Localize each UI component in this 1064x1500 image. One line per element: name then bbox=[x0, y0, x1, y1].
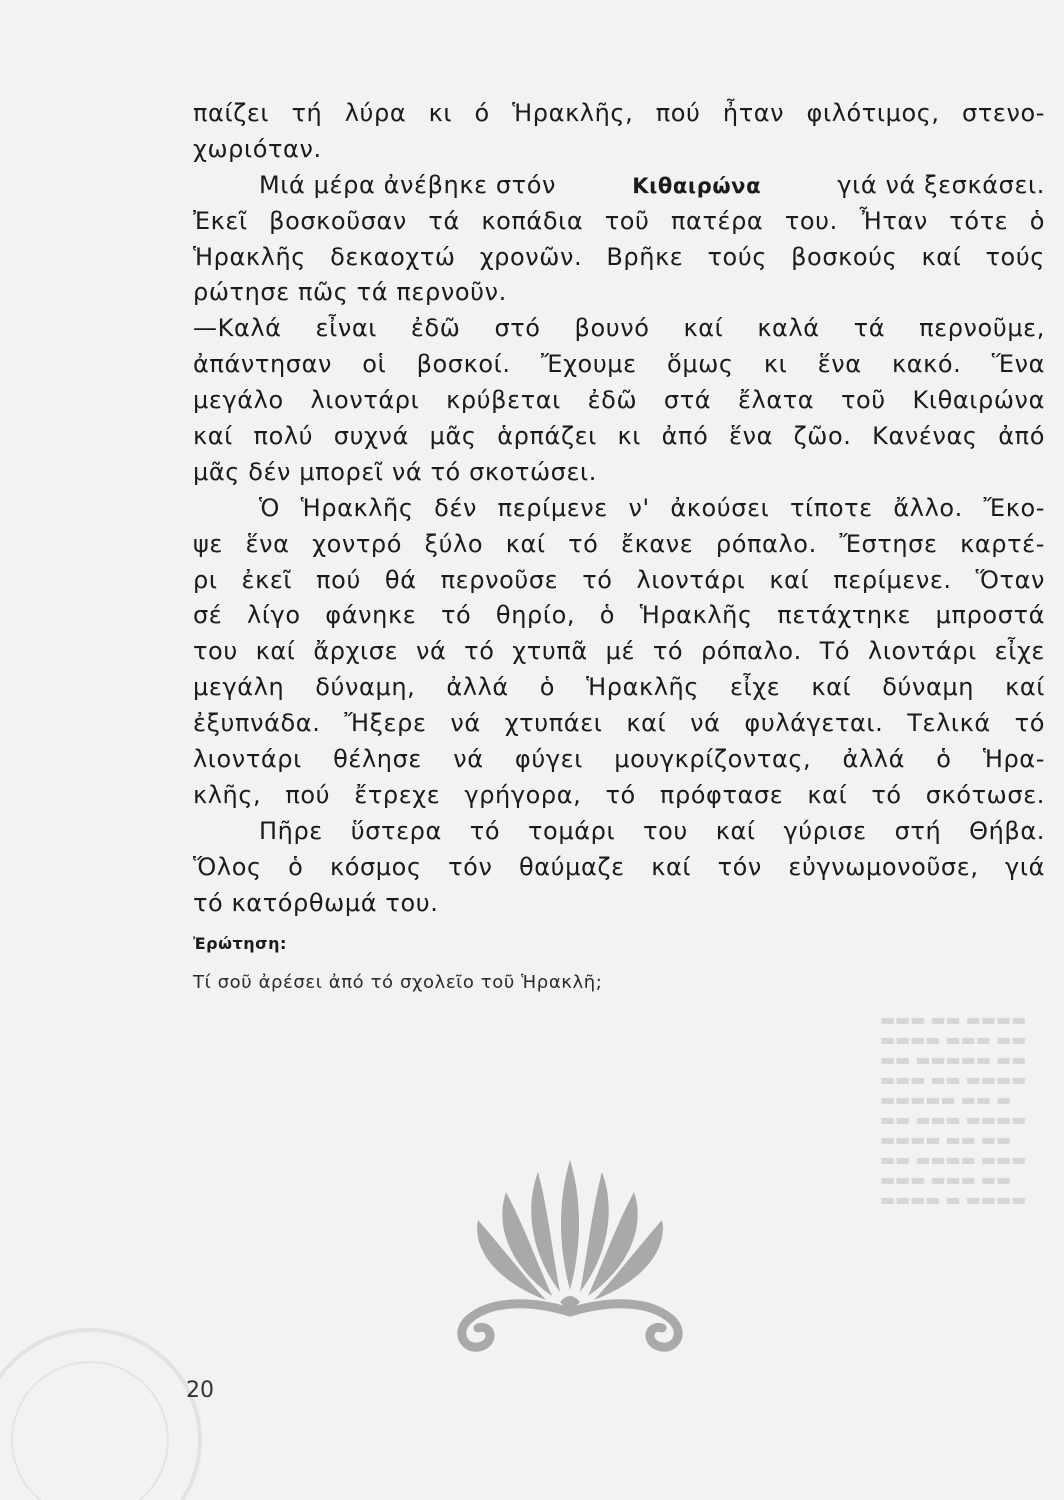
text-line: ρι ἐκεῖ πού θά περνοῦσε τό λιοντάρι καί περίμενε. Ὅταν bbox=[193, 565, 1045, 594]
main-text bbox=[193, 96, 1045, 921]
text-line: του καί ἄρχισε νά τό χτυπᾶ μέ τό ρόπαλο. Τό λιοντάρι εἶχε bbox=[193, 637, 1045, 666]
text-line: ἀπάντησαν οἱ βοσκοί. Ἔχουμε ὅμως κι ἕνα κακό. Ἕνα bbox=[193, 350, 1045, 379]
question-heading: Ἐρώτηση: bbox=[193, 934, 287, 953]
bold-place-name: Κιθαιρώνα bbox=[632, 173, 762, 198]
text-line: ψε ἕνα χοντρό ξύλο καί τό ἔκανε ρόπαλο. Ἔστησε καρτέ- bbox=[193, 529, 1045, 558]
text-line: —Καλά εἶναι ἐδῶ στό βουνό καί καλά τά περνοῦμε, bbox=[193, 314, 1045, 343]
text-line: Ὅλος ὁ κόσμος τόν θαύμαζε καί τόν εὐγνωμονοῦσε, γιά bbox=[193, 852, 1045, 881]
bleed-through-text: ▬▬▬ ▬▬ ▬▬▬▬ ▬▬▬▬ ▬▬▬ ▬▬ ▬▬ ▬▬▬▬▬ ▬▬ ▬▬▬ ▬▬ ▬▬▬▬ ▬▬▬▬▬ ▬▬ ▬ ▬▬ ▬▬▬ ▬▬▬▬ ▬▬▬▬ ▬▬ ▬▬ ▬▬ ▬▬▬▬ ▬▬▬ ▬▬▬ ▬▬▬ ▬▬ ▬▬▬▬ ▬ ▬▬▬▬ bbox=[880, 1010, 1027, 1209]
text-segment: γιά νά ξεσκάσει. bbox=[837, 170, 1045, 199]
text-line: κλῆς, πού ἔτρεχε γρήγορα, τό πρόφτασε καί τό σκότωσε. bbox=[193, 780, 1045, 809]
text-line: χωριόταν. bbox=[193, 134, 322, 163]
library-stamp-icon bbox=[0, 1310, 220, 1500]
text-line: Ἐκεῖ βοσκοῦσαν τά κοπάδια τοῦ πατέρα του. Ἦταν τότε ὁ bbox=[193, 206, 1045, 235]
text-line: τό κατόρθωμά του. bbox=[193, 888, 439, 917]
text-line: μᾶς δέν μπορεῖ νά τό σκοτώσει. bbox=[193, 457, 597, 486]
text-line: μεγάλη δύναμη, ἀλλά ὁ Ἡρακλῆς εἶχε καί δύναμη καί bbox=[193, 673, 1045, 702]
text-segment: Μιά μέρα ἀνέβηκε στόν bbox=[259, 170, 557, 199]
text-line-with-bold bbox=[193, 168, 1045, 204]
text-line: λιοντάρι θέλησε νά φύγει μουγκρίζοντας, ἀλλά ὁ Ἡρα- bbox=[193, 745, 1045, 774]
text-line: καί πολύ συχνά μᾶς ἁρπάζει κι ἀπό ἕνα ζῶο. Κανένας ἀπό bbox=[193, 422, 1045, 451]
text-line: μεγάλο λιοντάρι κρύβεται ἐδῶ στά ἔλατα τοῦ Κιθαιρώνα bbox=[193, 386, 1045, 415]
text-line: Ὁ Ἡρακλῆς δέν περίμενε ν' ἀκούσει τίποτε ἄλλο. Ἔκο- bbox=[259, 493, 1045, 522]
text-line: Πῆρε ὕστερα τό τομάρι του καί γύρισε στή Θήβα. bbox=[259, 816, 1045, 845]
text-line: παίζει τή λύρα κι ό Ἡρακλῆς, πού ἦταν φιλότιμος, στενο- bbox=[193, 99, 1045, 127]
text-line: Ἡρακλῆς δεκαοχτώ χρονῶν. Βρῆκε τούς βοσκούς καί τούς bbox=[193, 242, 1045, 271]
question-text: Τί σοῦ ἀρέσει ἀπό τό σχολεῖο τοῦ Ἡρακλῆ; bbox=[193, 972, 603, 993]
text-line: σέ λίγο φάνηκε τό θηρίο, ὁ Ἡρακλῆς πετάχτηκε μπροστά bbox=[193, 601, 1045, 630]
page-number: 20 bbox=[186, 1378, 214, 1403]
text-line: ἐξυπνάδα. Ἤξερε νά χτυπάει καί νά φυλάγεται. Τελικά τό bbox=[193, 709, 1045, 738]
text-line: ρώτησε πῶς τά περνοῦν. bbox=[193, 278, 507, 307]
palmette-ornament-icon bbox=[420, 1150, 720, 1360]
